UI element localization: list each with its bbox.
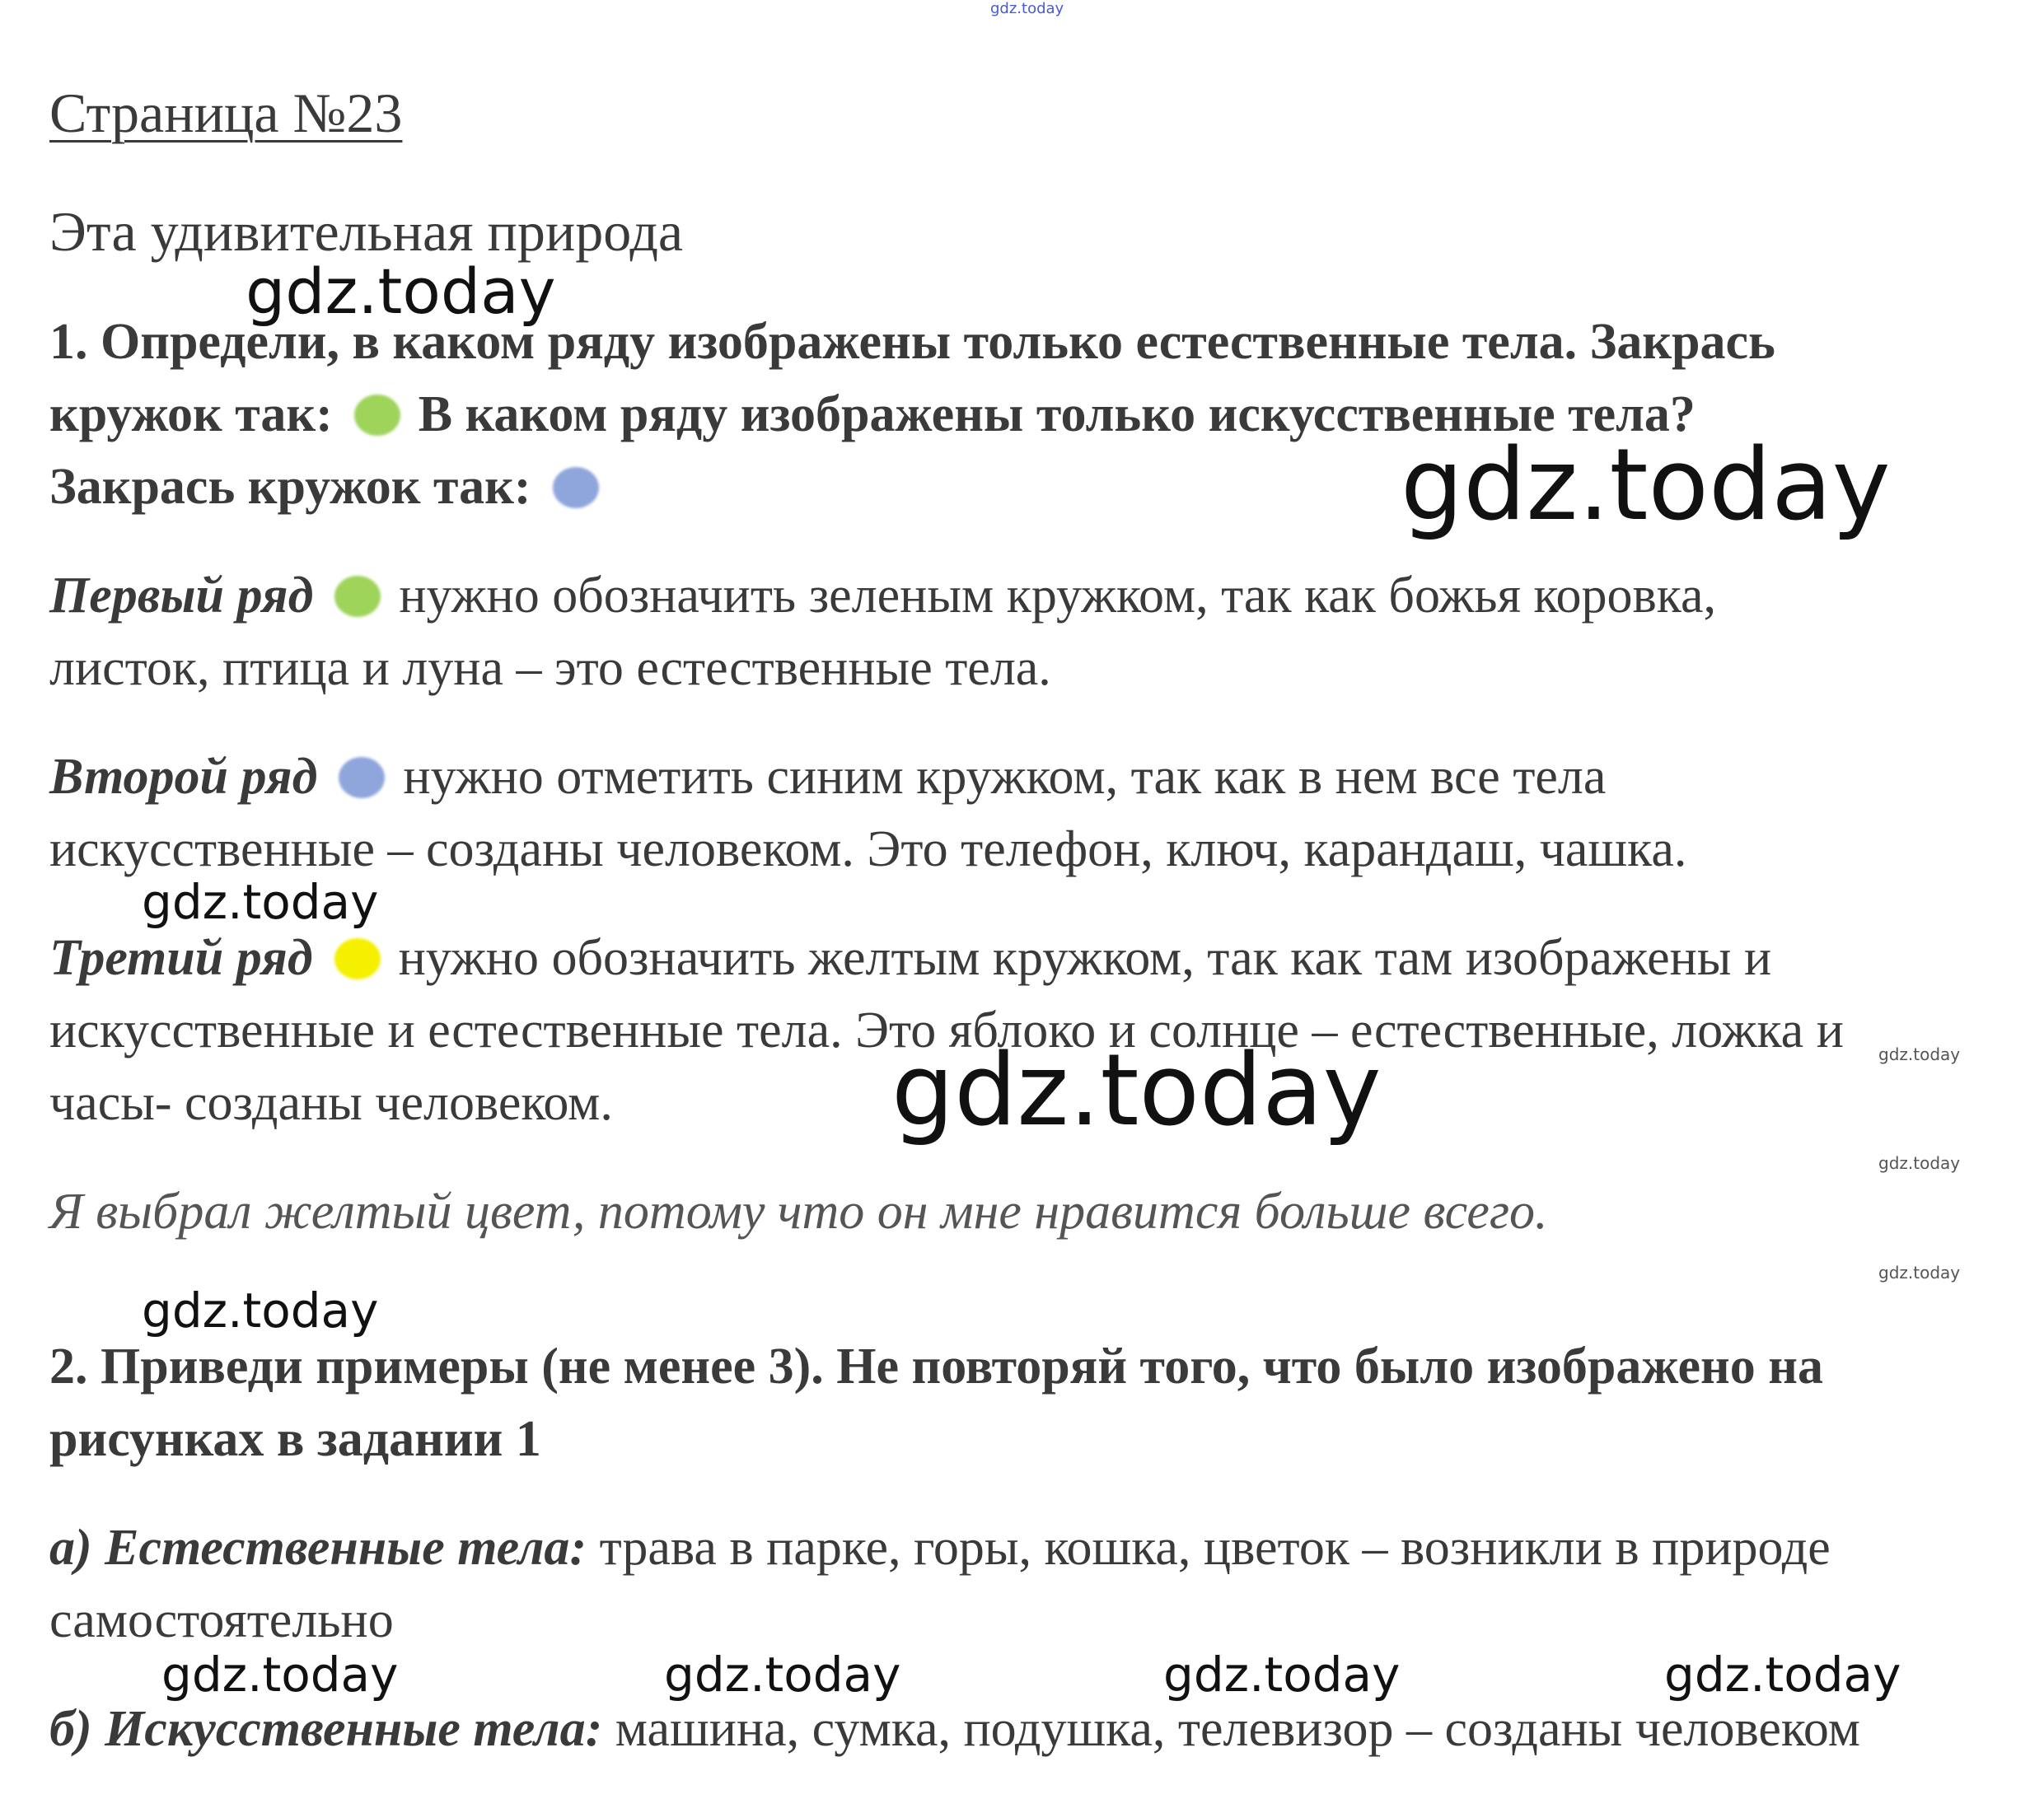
watermark-9: gdz.today [161, 1647, 399, 1703]
row2-line1 [49, 749, 1607, 805]
yellow-circle-icon [334, 938, 381, 979]
row1-line1 [49, 568, 1716, 624]
row3-text1: нужно обозначить желтым кружком, так как там изображены и [398, 930, 1772, 986]
watermark-6: gdz.today [1878, 1153, 1961, 1173]
task2-line1: 2. Приведи примеры (не менее 3). Не повторяй того, что было изображено на [49, 1339, 1823, 1395]
yellow-reason: Я выбрал желтый цвет, потому что он мне нравится больше всего. [49, 1184, 1548, 1240]
row1-label: Первый ряд [49, 568, 314, 624]
task1-line2-start: кружок так: [49, 386, 333, 442]
row1-text1: нужно обозначить зеленым кружком, так как божья коровка, [399, 568, 1716, 624]
watermark-top: gdz.today [990, 0, 1064, 17]
watermark-11: gdz.today [1163, 1647, 1401, 1703]
task1-line2-end: В каком ряду изображены только искусственные тела? [418, 386, 1696, 442]
row3-line1 [49, 932, 1771, 984]
task2-b-line [49, 1703, 1860, 1755]
row1-line2: листок, птица и луна – это естественные тела. [49, 640, 1051, 696]
task2-a-line1 [49, 1520, 1831, 1576]
watermark-1: gdz.today [246, 255, 556, 328]
row2-line2: искусственные – созданы человеком. Это телефон, ключ, карандаш, чашка. [49, 821, 1687, 877]
blue-circle-icon [553, 467, 599, 508]
task1-line3-text: Закрась кружок так: [49, 459, 531, 515]
watermark-2: gdz.today [1401, 428, 1891, 543]
watermark-7: gdz.today [1878, 1263, 1961, 1283]
task1-line2 [49, 386, 1696, 442]
row3-label: Третий ряд [49, 930, 313, 986]
task1-line3 [49, 459, 617, 515]
task1-line1: 1. Определи, в каком ряду изображены только естественные тела. Закрась [49, 314, 1775, 370]
page-title: Страница №23 [49, 82, 403, 144]
task2-b-label: б) Искусственные тела: [49, 1701, 603, 1757]
watermark-3: gdz.today [142, 874, 379, 930]
task2-line2: рисунках в задании 1 [49, 1411, 541, 1467]
task2-a-line2: самостоятельно [49, 1592, 394, 1648]
watermark-5: gdz.today [1878, 1044, 1961, 1064]
watermark-4: gdz.today [891, 1034, 1382, 1148]
blue-circle-icon [339, 757, 385, 798]
green-circle-icon [354, 395, 400, 436]
green-circle-icon [334, 576, 381, 617]
watermark-8: gdz.today [142, 1283, 379, 1339]
row3-line3: часы- созданы человеком. [49, 1075, 613, 1131]
row2-label: Второй ряд [49, 749, 318, 805]
watermark-10: gdz.today [664, 1647, 901, 1703]
watermark-12: gdz.today [1664, 1647, 1901, 1703]
row2-text1: нужно отметить синим кружком, так как в нем все тела [403, 749, 1607, 805]
task2-a-text: трава в парке, горы, кошка, цветок – возникли в природе [599, 1520, 1831, 1576]
row3-line2: искусственные и естественные тела. Это яблоко и солнце – естественные, ложка и [49, 1002, 1844, 1058]
task2-b-text: машина, сумка, подушка, телевизор – созданы человеком [615, 1701, 1860, 1757]
task2-a-label: а) Естественные тела: [49, 1520, 587, 1576]
section-subtitle: Эта удивительная природа [49, 200, 684, 263]
